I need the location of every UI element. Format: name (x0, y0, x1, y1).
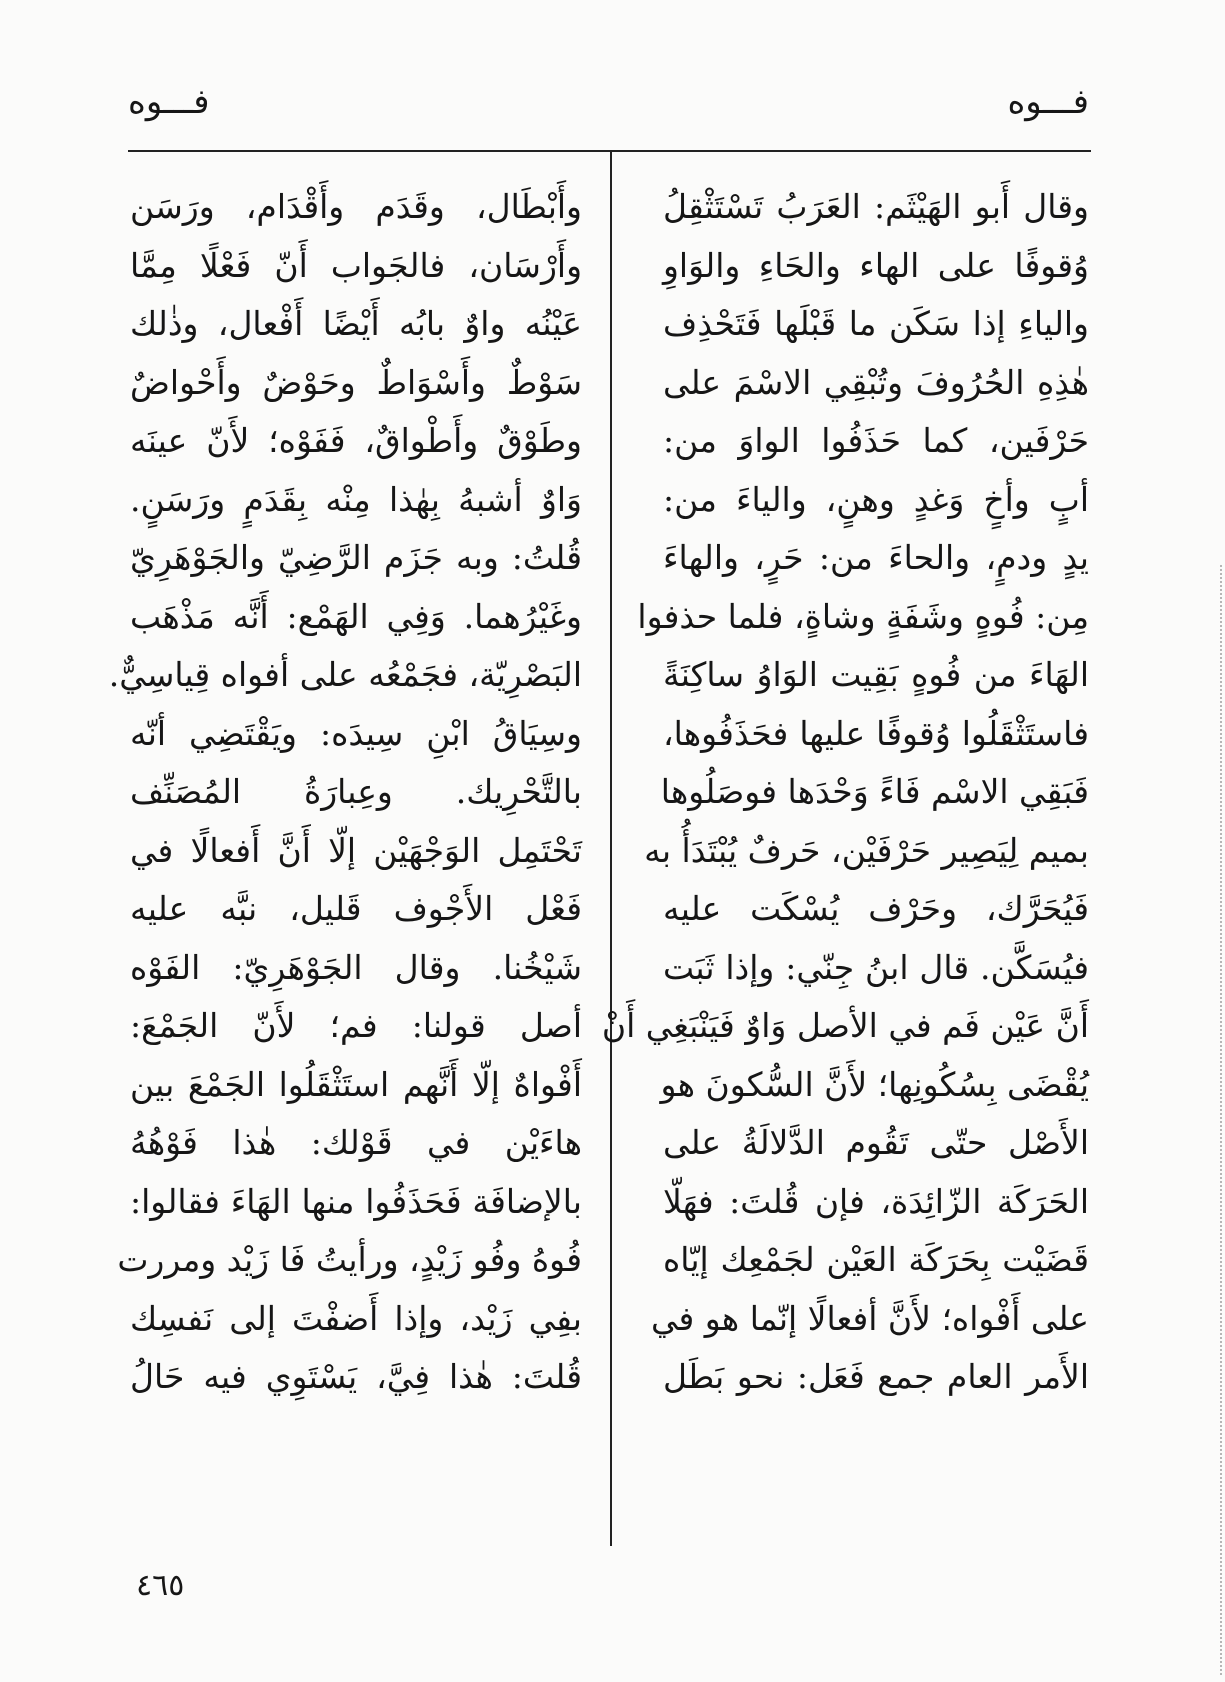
scan-edge-dots (1220, 565, 1222, 1675)
text-line: فيُسَكَّن. قال ابنُ جِنّي: وإذا ثَبَت (663, 947, 1089, 987)
running-header-right: فـــوه (1007, 82, 1089, 122)
text-line: هٰذِهِ الحُرُوفَ وتُبْقِي الاسْمَ على (663, 362, 1089, 402)
text-line: على أَفْواه؛ لأَنَّ أفعالًا إنّما هو في (650, 1298, 1089, 1338)
text-line: سَوْطٌ وأَسْوَاطٌ وحَوْضٌ وأَحْواضٌ (130, 362, 582, 402)
right-column (601, 178, 1089, 1407)
text-line: وطَوْقٌ وأَطْواقٌ، فَفَوْه؛ لأَنّ عينَه (130, 421, 582, 460)
text-line: يُقْضَى بِسُكُونِها؛ لأَنَّ السُّكونَ هو (660, 1064, 1089, 1104)
text-line: بفِي زَيْد، وإذا أَضفْتَ إلى نَفسِك (130, 1298, 582, 1338)
text-line: بالتَّحْرِيك. وعِبارَةُ المُصَنِّف (130, 772, 582, 811)
text-line: أَفْواهٌ إلّا أَنَّهم استَثْقَلُوا الجَمْعَ بين (130, 1064, 582, 1104)
text-line: يدٍ ودمٍ، والحاءَ من: حَرٍ، والهاءَ (663, 538, 1089, 577)
page-number: ٤٦٥ (136, 1568, 185, 1603)
text-line: وسِيَاقُ ابْنِ سِيدَه: ويَقْتَضِي أنّه (130, 713, 582, 753)
running-header-left: فـــوه (128, 82, 210, 122)
text-line: وأَبْطَال، وقَدَم وأَقْدَام، ورَسَن (130, 187, 582, 226)
text-line: تَحْتَمِل الوَجْهَيْن إلّا أَنَّ أَفعالًا في (130, 830, 582, 870)
text-line: وُقوفًا على الهاء والحَاءِ والوَاوِ (663, 245, 1089, 285)
text-line: فاستَثْقَلُوا وُقوفًا عليها فحَذَفُوها، (663, 713, 1089, 753)
text-line: أبٍ وأخٍ وَغدٍ وهنٍ، والياءَ من: (663, 479, 1089, 519)
text-line: الهَاءَ من فُوهٍ بَقِيت الوَاوُ ساكِنَةً (663, 655, 1089, 694)
text-line: والياءِ إذا سَكَن ما قَبْلَها فَتَحْذِف (663, 304, 1089, 343)
text-line: عَيْنُه واوٌ بابُه أَيْضًا أَفْعال، وذٰلك (130, 304, 582, 343)
text-line: الأَصْل حتّى تَقُوم الدَّلالَةُ على (663, 1123, 1089, 1162)
text-line: مِن: فُوهٍ وشَفَةٍ وشاةٍ، فلما حذفوا (637, 596, 1089, 636)
text-line: قُلتَ: هٰذا فِيَّ، يَسْتَوِي فيه حَالُ (130, 1357, 582, 1396)
text-line: وَاوٌ أشبهُ بِهٰذا مِنْه بِقَدَمٍ ورَسَنٍ. (130, 479, 582, 519)
text-line: فُوهُ وفُو زَيْدٍ، ورأيتُ فَا زَيْد ومررت (117, 1240, 582, 1279)
text-line: بميم لِيَصِير حَرْفَيْن، حَرفٌ يُبْتَدَأُ به (644, 830, 1089, 870)
text-line: هاءَيْن في قَوْلك: هٰذا فَوْهُهُ (130, 1123, 582, 1162)
text-line: قُلتُ: وبه جَزَم الرَّضِيّ والجَوْهَرِيّ (130, 538, 582, 577)
text-line: فَعْل الأَجْوف قَليل، نبَّه عليه (130, 889, 582, 928)
text-line: وأَرْسَان، فالجَواب أَنّ فَعْلًا مِمَّا (130, 245, 582, 285)
text-line: الحَرَكَة الزّائِدَة، فإن قُلتَ: فهَلّا (663, 1181, 1089, 1221)
text-line: قَضَيْت بِحَرَكَة العَيْن لجَمْعِك إيّاه (663, 1240, 1089, 1279)
text-line: حَرْفَين، كما حَذَفُوا الواوَ من: (663, 421, 1089, 460)
text-line: فَبَقِي الاسْم فَاءً وَحْدَها فوصَلُوها (660, 772, 1089, 811)
text-line: بالإضافَة فَحَذَفُوا منها الهَاءَ فقالوا: (130, 1181, 582, 1221)
left-column (108, 178, 582, 1407)
text-line: فَيُحَرَّك، وحَرْف يُسْكَت عليه (663, 889, 1089, 928)
text-line: وقال أَبو الهَيْثَم: العَرَبُ تَسْتَثْقِلُ (663, 187, 1089, 226)
text-line: أصل قولنا: فم؛ لأَنّ الجَمْعَ: (130, 1006, 582, 1045)
text-line: شَيْخُنا. وقال الجَوْهَرِيّ: الفَوْه (130, 947, 582, 987)
column-divider (610, 151, 612, 1546)
text-line: وغَيْرُهما. وَفِي الهَمْع: أَنَّه مَذْهَب (130, 596, 582, 636)
text-line: البَصْرِيّة، فجَمْعُه على أفواه قِياسِيٌّ. (108, 655, 582, 694)
text-line: الأَمر العام جمع فَعَل: نحو بَطَل (663, 1357, 1089, 1396)
text-line: أَنَّ عَيْن فَم في الأصل وَاوٌ فَيَنْبَغِي أَنْ (601, 1006, 1089, 1045)
